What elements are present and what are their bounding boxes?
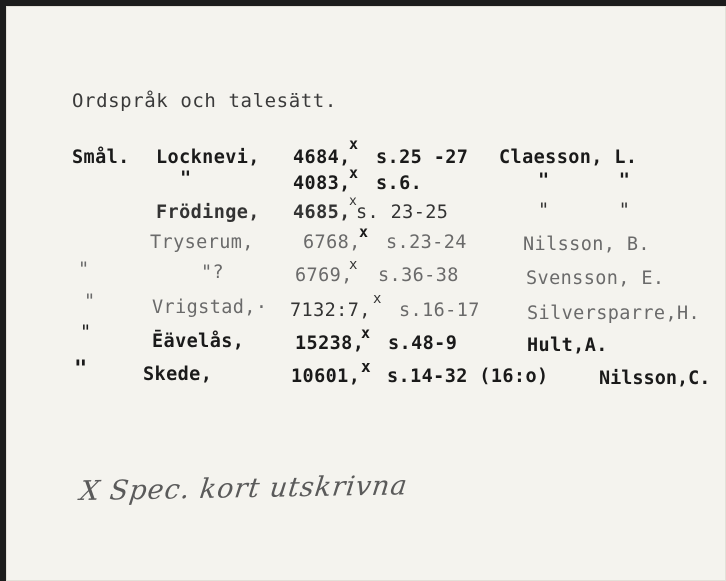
row-pages: s.48-9	[388, 333, 458, 354]
card-heading: Ordspråk och talesätt.	[72, 90, 337, 112]
row-pages: s.23-24	[386, 232, 467, 253]
row-place: "	[180, 168, 192, 189]
row-number: 4083,	[293, 173, 351, 194]
x-mark: x	[349, 135, 359, 153]
x-mark: x	[349, 194, 358, 209]
x-mark: x	[349, 164, 359, 182]
row-number: 4684,	[293, 147, 351, 168]
row-prefix: "	[84, 291, 96, 312]
row-person: Claesson, L.	[499, 147, 638, 168]
row-person: Svensson, E.	[526, 268, 665, 289]
x-mark: x	[361, 357, 372, 376]
x-mark: x	[373, 291, 382, 307]
row-person: " "	[538, 200, 631, 221]
x-mark: x	[349, 257, 358, 273]
row-place: Locknevi,	[156, 147, 260, 168]
row-pages: s.25 -27	[376, 147, 469, 168]
row-prefix: "	[74, 357, 88, 382]
row-pages: s.6.	[376, 173, 423, 194]
row-person: Nilsson,C.	[599, 368, 711, 389]
row-number: 7132:7,	[290, 300, 371, 321]
row-place: Tryserum,	[150, 232, 254, 253]
row-place: "?	[201, 262, 225, 283]
row-place: Vrigstad,·	[152, 297, 268, 318]
x-mark: x	[361, 324, 371, 342]
row-number: 4685,	[293, 202, 351, 223]
row-number: 10601,	[291, 366, 361, 387]
row-number: 15238,	[295, 333, 365, 354]
row-pages: s.16-17	[399, 300, 480, 321]
row-pages: s. 23-25	[356, 202, 449, 223]
row-person: Silversparre,H.	[527, 303, 701, 324]
row-person: Hult,A.	[527, 335, 608, 356]
row-person: Nilsson, B.	[523, 234, 650, 255]
row-pages: s.14-32 (16:o)	[387, 366, 549, 387]
row-number: 6769,	[295, 265, 353, 286]
row-place: Skede,	[143, 364, 213, 385]
index-card	[6, 6, 726, 581]
row-place: Ēävelås,	[152, 331, 245, 352]
handwritten-note: X Spec. kort utskrivna	[78, 470, 410, 508]
row-prefix: "	[78, 259, 90, 280]
row-pages: s.36-38	[378, 265, 459, 286]
row-place: Frödinge,	[156, 202, 260, 223]
row-number: 6768,	[303, 232, 361, 253]
row-prefix: Smål.	[72, 147, 130, 168]
row-person: " "	[538, 170, 631, 191]
row-prefix: "	[80, 322, 92, 343]
x-mark: x	[359, 223, 369, 241]
